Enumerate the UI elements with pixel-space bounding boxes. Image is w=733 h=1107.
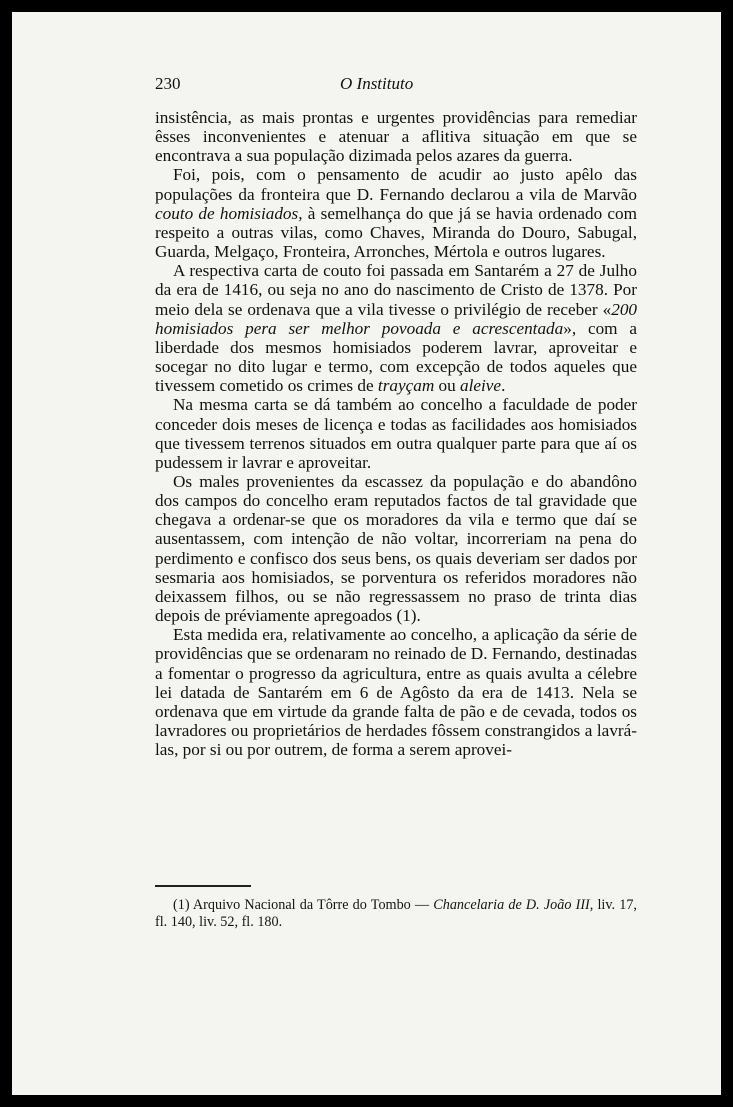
quoted-privilege: 200 homisiados pera ser melhor povoada e acrescentada xyxy=(155,299,637,338)
footnote: (1) Arquivo Nacional da Tôrre do Tombo — Chancelaria de D. João III, liv. 17, fl. 140, liv. 52, fl. 180. xyxy=(155,897,637,930)
page-number: 230 xyxy=(155,74,181,93)
paragraph-5: Os males provenientes da escassez da população e do abandôno dos campos do concelho eram reputados factos de tal gravidade que chegava a ordenar-se que os moradores da vila e termo que daí se ausentassem, com intenção de não voltar, incorreriam na pena do perdimento e confisco dos seus bens, os quais deveriam ser dados por sesmaria aos homisiados, se porventura os referidos moradores não deixassem filhos, ou se não regressassem no praso de trinta dias depois de préviamente apregoados (1). xyxy=(155,471,637,626)
paragraph-6: Esta medida era, relativamente ao concelho, a aplicação da série de providências que se ordenaram no reinado de D. Fernando, destinadas a fomentar o progresso da agricultura, entre as quais avulta a célebre lei datada de Santarém em 6 de Agôsto da era de 1413. Nela se ordenava que em virtude da grande falta de pão e de cevada, todos os lavradores ou proprietários de herdades fôssem constrangidos a lavrá-las, por si ou por outrem, de forma a serem aprovei- xyxy=(155,625,637,760)
running-title: O Instituto xyxy=(340,74,414,93)
body-text xyxy=(155,108,637,759)
paragraph-1: insistência, as mais prontas e urgentes providências para remediar êsses inconvenientes e atenuar a aflitiva situação em que se encontrava a sua população dizimada pelos azares da guerra. xyxy=(155,108,637,166)
paragraph-2: Foi, pois, com o pensamento de acudir ao justo apêlo das populações da fronteira que D. Fernando declarou a vila de Marvão couto de homisiados, à semelhança do que já se havia ordenado com respeito a outras vilas, como Chaves, Miranda do Douro, Sabugal, Guarda, Melgaço, Fronteira, Arronches, Mértola e outros lugares. xyxy=(155,165,638,262)
footnote-source-title: Chancelaria de D. João III, xyxy=(433,897,594,913)
paragraph-4: Na mesma carta se dá também ao concelho a faculdade de poder conceder dois meses de licença e todas as facilidades aos homisiados que tivessem terrenos situados em outra qualquer parte para que aí os pudessem ir lavrar e aproveitar. xyxy=(155,395,637,472)
crime-term-2: aleive xyxy=(460,376,502,396)
italic-phrase: couto de homisiados, xyxy=(155,203,303,223)
paragraph-3: A respectiva carta de couto foi passada em Santarém a 27 de Julho da era de 1416, ou seja no ano do nascimento de Cristo de 1378. Por meio dela se ordenava que a vila tivesse o privilégio de receber «200 homisiados pera ser melhor povoada e acrescentada», com a liberdade dos mesmos homisiados poderem lavrar, aproveitar e socegar no dito lugar e termo, com excepção de todos aqueles que tivessem cometido os crimes de trayçam ou aleive. xyxy=(155,261,637,396)
crime-term-1: trayçam xyxy=(377,376,435,396)
page-header xyxy=(155,74,635,98)
document-page xyxy=(12,12,721,1095)
footnote-divider xyxy=(155,885,251,887)
